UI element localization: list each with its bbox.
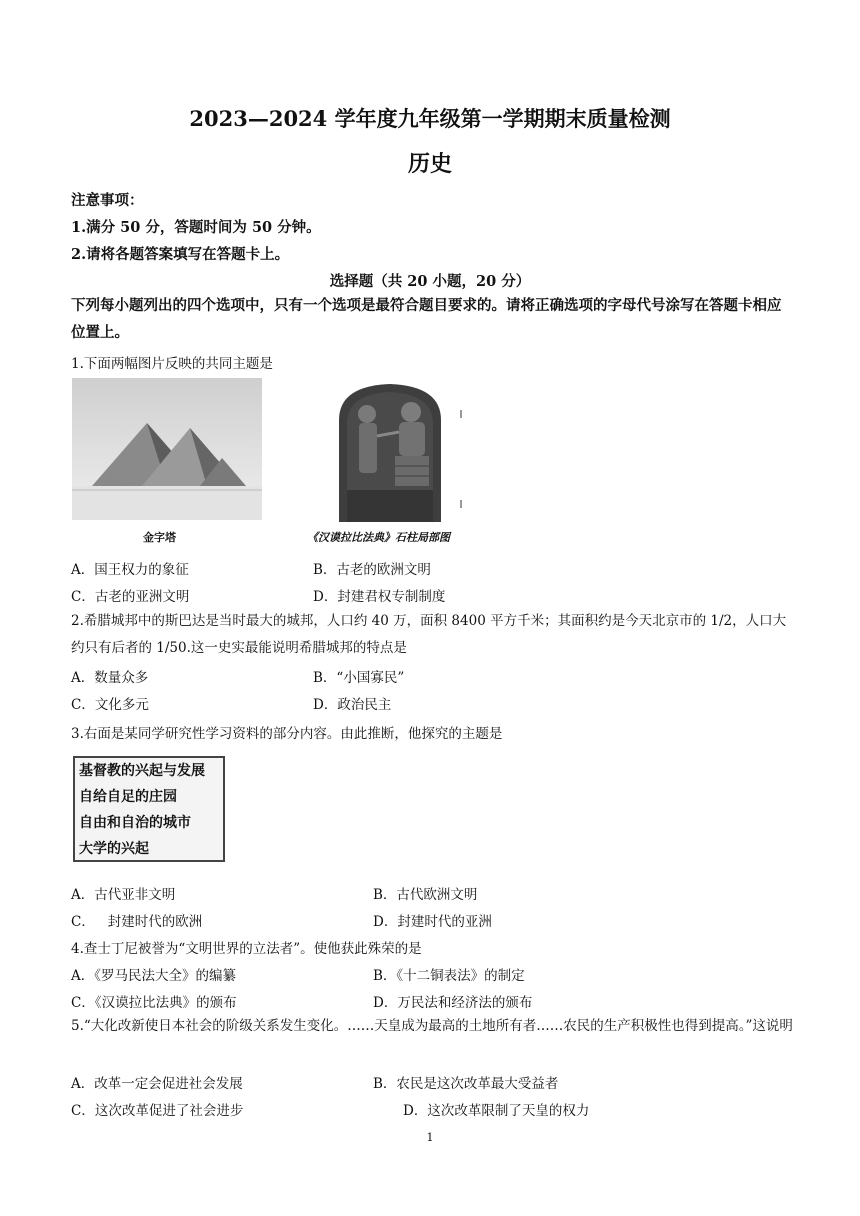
q3-study-material-box xyxy=(73,756,225,862)
exam-title: 2023—2024 学年度九年级第一学期期末质量检测 xyxy=(189,106,671,131)
notice-item-1: 1.满分 50 分，答题时间为 50 分钟。 xyxy=(71,219,321,236)
q3-option-b: B．古代欧洲文明 xyxy=(373,887,478,903)
pyramids-caption: 金字塔 xyxy=(143,531,176,544)
page-number: 1 xyxy=(426,1131,434,1144)
q3-stem: 3.右面是某同学研究性学习资料的部分内容。由此推断，他探究的主题是 xyxy=(71,726,503,742)
q3-option-d: D．封建时代的亚洲 xyxy=(373,914,492,930)
notice-item-2: 2.请将各题答案填写在答题卡上。 xyxy=(71,246,290,263)
q3-box-line-1: 基督教的兴起与发展 xyxy=(79,763,205,779)
q4-option-d: D．万民法和经济法的颁布 xyxy=(373,995,533,1011)
q4-option-c: C．《汉谟拉比法典》的颁布 xyxy=(71,995,237,1011)
hammurabi-caption: 《汉谟拉比法典》石柱局部图 xyxy=(307,531,450,544)
q2-option-d: D．政治民主 xyxy=(313,697,392,713)
section-title: 选择题（共 20 小题，20 分） xyxy=(329,273,531,290)
q5-stem: 5.“大化改新使日本社会的阶级关系发生变化。……天皇成为最高的土地所有者……农民的生产积极性也得到提高。”这说明 xyxy=(71,1018,793,1034)
subject-title: 历史 xyxy=(407,151,452,177)
q5-option-c: C．这次改革促进了社会进步 xyxy=(71,1103,244,1119)
q5-option-d: D．这次改革限制了天皇的权力 xyxy=(403,1103,590,1119)
q1-option-a: A．国王权力的象征 xyxy=(71,562,189,578)
q3-option-c: C． 封建时代的欧洲 xyxy=(71,914,203,930)
q3-box-line-3: 自由和自治的城市 xyxy=(79,815,191,831)
q1-option-b: B．古老的欧洲文明 xyxy=(313,562,431,578)
q3-box-line-2: 自给自足的庄园 xyxy=(79,789,177,805)
pyramids-image xyxy=(72,378,262,520)
q5-option-a: A．改革一定会促进社会发展 xyxy=(71,1076,243,1092)
q1-stem: 1.下面两幅图片反映的共同主题是 xyxy=(71,356,273,372)
q1-option-c: C．古老的亚洲文明 xyxy=(71,589,190,605)
q4-stem: 4.查士丁尼被誉为“文明世界的立法者”。使他获此殊荣的是 xyxy=(71,941,422,957)
q4-option-a: A．《罗马民法大全》的编纂 xyxy=(71,968,236,984)
q3-option-a: A．古代亚非文明 xyxy=(71,887,176,903)
q2-option-c: C．文化多元 xyxy=(71,697,149,713)
q5-option-b: B．农民是这次改革最大受益者 xyxy=(373,1076,559,1092)
section-instruction: 下列每小题列出的四个选项中，只有一个选项是最符合题目要求的。请将正确选项的字母代号涂写在答题卡相应位置上。 xyxy=(71,297,782,341)
hammurabi-stele-image xyxy=(325,380,465,522)
q2-stem: 2.希腊城邦中的斯巴达是当时最大的城邦，人口约 40 万，面积 8400 平方千米；其面积约是今天北京市的 1/2，人口大约只有后者的 1/50.这一史实最能说明希腊城邦的特点是 xyxy=(71,613,787,656)
q4-option-b: B．《十二铜表法》的制定 xyxy=(373,968,525,984)
q3-box-line-4: 大学的兴起 xyxy=(79,841,149,857)
q2-option-b: B．“小国寡民” xyxy=(313,670,405,686)
q2-option-a: A．数量众多 xyxy=(71,670,149,686)
notice-heading: 注意事项： xyxy=(71,192,144,209)
q1-option-d: D．封建君权专制制度 xyxy=(313,589,446,605)
